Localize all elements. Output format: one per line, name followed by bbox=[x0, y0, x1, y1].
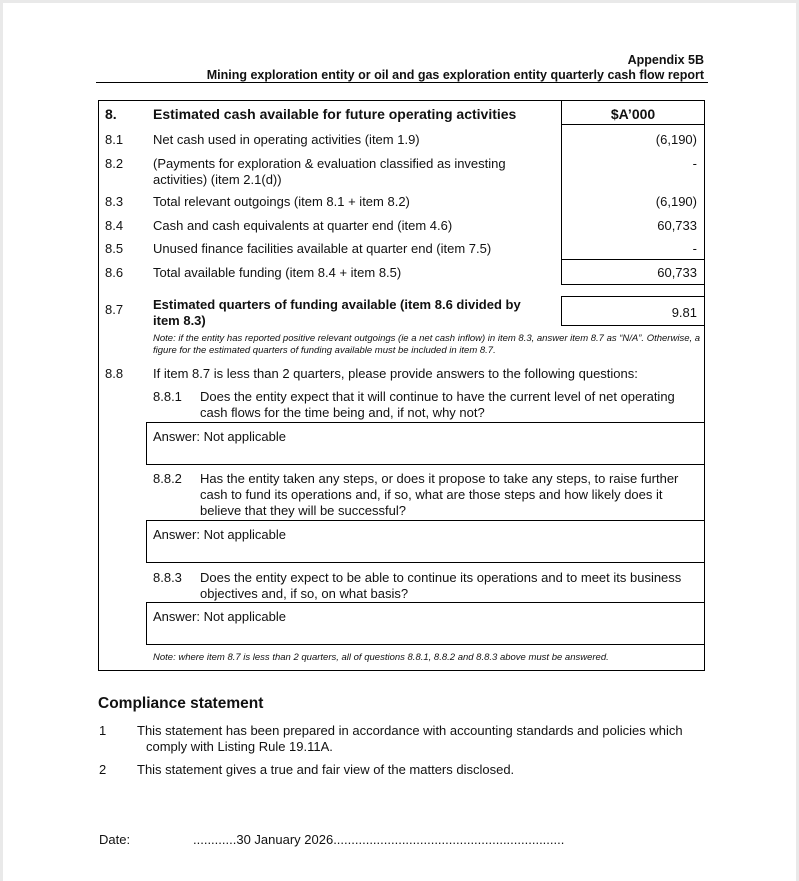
unit-header: $A’000 bbox=[610, 106, 656, 122]
header-rule bbox=[96, 82, 708, 83]
date-label: Date: bbox=[99, 832, 131, 847]
row-8-7-value: 9.81 bbox=[671, 305, 697, 320]
compliance-item-1-num: 1 bbox=[99, 723, 107, 738]
row-8-6-value: 60,733 bbox=[657, 265, 697, 280]
section-number: 8. bbox=[105, 106, 117, 122]
row-8-5-num: 8.5 bbox=[105, 241, 124, 256]
row-8-4-label: Cash and cash equivalents at quarter end (item 4.6) bbox=[153, 218, 453, 233]
question-8-8-1-text: Does the entity expect that it will continue to have the current level of net operating cash flows for the time being and, if not, why not? bbox=[200, 389, 675, 420]
value-header-rule bbox=[561, 124, 705, 125]
row-8-1-value: (6,190) bbox=[655, 132, 697, 147]
row-8-6-label: Total available funding (item 8.4 + item 8.5) bbox=[153, 265, 402, 280]
answer-8-8-3-text: Answer: Not applicable bbox=[153, 609, 286, 624]
row-8-2-value: - bbox=[692, 156, 697, 171]
row-8-8-num: 8.8 bbox=[105, 366, 124, 381]
row-8-3-num: 8.3 bbox=[105, 194, 124, 209]
value-column-box bbox=[561, 100, 705, 285]
row-8-7-label: Estimated quarters of funding available (item 8.6 divided by item 8.3) bbox=[153, 297, 521, 328]
row-8-1-num: 8.1 bbox=[105, 132, 124, 147]
row-8-4-num: 8.4 bbox=[105, 218, 124, 233]
appendix-title: Appendix 5B bbox=[627, 53, 704, 67]
question-8-8-3-num: 8.8.3 bbox=[153, 570, 182, 585]
question-8-8-3-text: Does the entity expect to be able to continue its operations and to meet its business objectives and, if so, on what basis? bbox=[200, 570, 682, 601]
compliance-item-2-num: 2 bbox=[99, 762, 107, 777]
compliance-item-2-text: This statement gives a true and fair view of the matters disclosed. bbox=[137, 762, 515, 777]
row-8-7-note: Note: if the entity has reported positive relevant outgoings (ie a net cash inflow) in item 8.3, answer item 8.7 as “N/A”. Otherwise, a figure for the estimated quarters of funding available must be included in item 8.7. bbox=[153, 333, 701, 356]
row-8-4-value: 60,733 bbox=[657, 218, 697, 233]
row-8-5-value: - bbox=[692, 241, 697, 256]
report-subtitle: Mining exploration entity or oil and gas exploration entity quarterly cash flow report bbox=[206, 68, 704, 82]
section-title: Estimated cash available for future operating activities bbox=[153, 106, 517, 122]
compliance-item-1-text: This statement has been prepared in accordance with accounting standards and policies which comply with Listing Rule 19.11A. bbox=[137, 723, 683, 754]
row-8-3-label: Total relevant outgoings (item 8.1 + item 8.2) bbox=[153, 194, 410, 209]
row-8-8-note: Note: where item 8.7 is less than 2 quarters, all of questions 8.8.1, 8.8.2 and 8.8.3 above must be answered. bbox=[153, 652, 609, 663]
row-8-8-label: If item 8.7 is less than 2 quarters, please provide answers to the following questions: bbox=[153, 366, 638, 381]
question-8-8-1-num: 8.8.1 bbox=[153, 389, 182, 404]
answer-8-8-2-text: Answer: Not applicable bbox=[153, 527, 286, 542]
row-8-2-num: 8.2 bbox=[105, 156, 124, 171]
document-page bbox=[3, 3, 796, 881]
row-8-6-num: 8.6 bbox=[105, 265, 124, 280]
row-8-2-label: (Payments for exploration & evaluation classified as investing activities) (item 2.1(d)) bbox=[153, 156, 506, 187]
answer-8-8-1-text: Answer: Not applicable bbox=[153, 429, 286, 444]
date-value: ............30 January 2026................................................................ bbox=[193, 832, 565, 847]
question-8-8-2-num: 8.8.2 bbox=[153, 471, 182, 486]
question-8-8-2-text: Has the entity taken any steps, or does it propose to take any steps, to raise further cash to fund its operations and, if so, what are those steps and how likely does it believe that they will be successful? bbox=[200, 471, 679, 518]
row-8-5-label: Unused finance facilities available at quarter end (item 7.5) bbox=[153, 241, 492, 256]
compliance-title: Compliance statement bbox=[98, 695, 264, 712]
value-total-rule bbox=[561, 259, 705, 260]
row-8-3-value: (6,190) bbox=[655, 194, 697, 209]
row-8-7-num: 8.7 bbox=[105, 302, 124, 317]
row-8-1-label: Net cash used in operating activities (item 1.9) bbox=[153, 132, 420, 147]
